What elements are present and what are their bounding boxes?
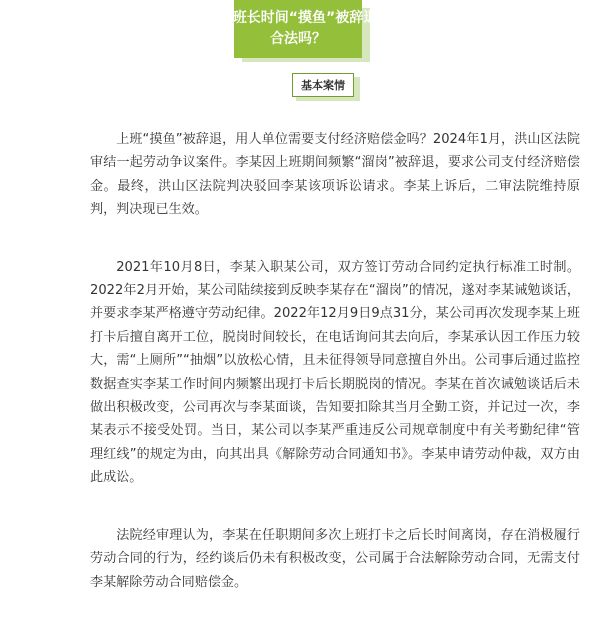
- article-body: [90, 128, 580, 628]
- section-badge: 基本案情: [292, 73, 354, 97]
- article-title-line-2: 合法吗？: [270, 31, 326, 47]
- paragraph-facts: 2021年10月8日，李某入职某公司，双方签订劳动合同约定执行标准工时制。2022年2月开始，某公司陆续接到反映李某存在“溜岗”的情况，遂对李某诫勉谈话，并要求李某严格遵守劳动纪律。2022年12月9日9点31分，某公司再次发现李某上班打卡后擅自离开工位，脱岗时间较长，在电话询问其去向后，李某承认因工作压力较大，需“上厕所”“抽烟”以放松心情，且未征得领导同意擅自外出。公司事后通过监控数据查实李某工作时间内频繁出现打卡后长期脱岗的情况。李某在首次诫勉谈话后未做出积极改变，公司再次与李某面谈，告知要扣除其当月全勤工资，并记过一次，李某表示不接受处罚。当日，某公司以李某严重违反公司规章制度中有关考勤纪律“管理红线”的规定为由，向其出具《解除劳动合同通知书》。李某申请劳动仲裁，双方由此成讼。: [90, 259, 580, 486]
- article-title-box: [218, 0, 378, 58]
- article-title-line-1: 上班长时间“摸鱼”被辞退: [218, 10, 378, 26]
- paragraph-ruling: 法院经审理认为，李某在任职期间多次上班打卡之后长时间离岗，存在消极履行劳动合同的行为，经约谈后仍未有积极改变，公司属于合法解除劳动合同，无需支付李某解除劳动合同赔偿金。: [90, 527, 580, 590]
- section-badge-block: [292, 73, 362, 103]
- paragraph-intro: 上班“摸鱼”被辞退，用人单位需要支付经济赔偿金吗？2024年1月，洪山区法院审结一起劳动争议案件。李某因上班期间频繁“溜岗”被辞退，要求公司支付经济赔偿金。最终，洪山区法院判决驳回李某该项诉讼请求。李某上诉后，二审法院维持原判，判决现已生效。: [90, 132, 580, 218]
- article-title-block: [218, 0, 378, 58]
